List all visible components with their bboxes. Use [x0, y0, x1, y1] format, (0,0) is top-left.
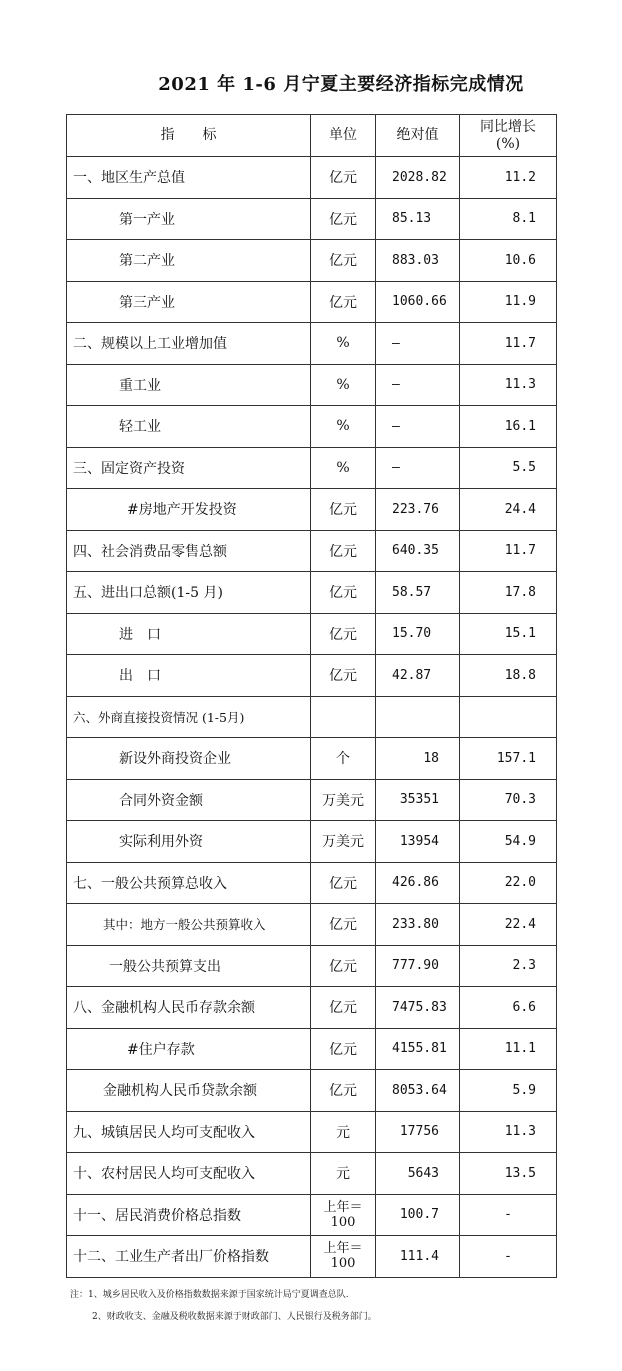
row-growth: 11.2: [460, 157, 557, 199]
row-growth: 70.3: [460, 779, 557, 821]
row-growth: 16.1: [460, 406, 557, 448]
row-unit: 亿元: [311, 489, 376, 531]
table-row: [67, 904, 557, 946]
row-growth: 10.6: [460, 240, 557, 282]
row-absolute: 2028.82: [376, 157, 460, 199]
table-row: [67, 862, 557, 904]
row-name: 一般公共预算支出: [67, 945, 311, 987]
row-absolute: 777.90: [376, 945, 460, 987]
row-unit: 亿元: [311, 862, 376, 904]
row-name: 重工业: [67, 364, 311, 406]
row-unit: 上年＝ 100: [311, 1236, 376, 1278]
row-absolute: 426.86: [376, 862, 460, 904]
table-row: [67, 198, 557, 240]
table-row: [67, 945, 557, 987]
header-absolute: 绝对值: [376, 115, 460, 157]
row-name: 第一产业: [67, 198, 311, 240]
table-row: [67, 779, 557, 821]
page-title: 2021 年 1-6 月宁夏主要经济指标完成情况: [158, 74, 524, 95]
row-unit: 亿元: [311, 945, 376, 987]
row-name: 六、外商直接投资情况 (1-5月): [67, 696, 311, 738]
table-row: [67, 364, 557, 406]
row-name: 实际利用外资: [67, 821, 311, 863]
row-growth: 5.9: [460, 1070, 557, 1112]
row-absolute: 223.76: [376, 489, 460, 531]
row-absolute: —: [376, 406, 460, 448]
table-row: [67, 447, 557, 489]
row-unit: [311, 696, 376, 738]
table-row: [67, 1236, 557, 1278]
row-name: 新设外商投资企业: [67, 738, 311, 780]
row-name: 三、固定资产投资: [67, 447, 311, 489]
table-header-row: [67, 115, 557, 157]
table-row: [67, 323, 557, 365]
row-absolute: 18: [376, 738, 460, 780]
row-unit: %: [311, 406, 376, 448]
table-row: [67, 1194, 557, 1236]
header-growth: 同比增长 (%): [460, 115, 557, 157]
row-absolute: 15.70: [376, 613, 460, 655]
row-unit: 万美元: [311, 821, 376, 863]
table-row: [67, 489, 557, 531]
row-absolute: 13954: [376, 821, 460, 863]
row-absolute: 85.13: [376, 198, 460, 240]
table-row: [67, 572, 557, 614]
row-growth: 11.3: [460, 1111, 557, 1153]
footnote-2: 2、财政收支、金融及税收数据来源于财政部门、人民银行及税务部门。: [92, 1312, 377, 1322]
row-absolute: 100.7: [376, 1194, 460, 1236]
row-name: 轻工业: [67, 406, 311, 448]
row-absolute: 58.57: [376, 572, 460, 614]
row-name: #房地产开发投资: [67, 489, 311, 531]
header-unit: 单位: [311, 115, 376, 157]
row-unit: 个: [311, 738, 376, 780]
indicators-table: [66, 114, 557, 1278]
row-absolute: 111.4: [376, 1236, 460, 1278]
row-unit: 亿元: [311, 157, 376, 199]
row-unit: 亿元: [311, 987, 376, 1029]
row-name: 七、一般公共预算总收入: [67, 862, 311, 904]
row-growth: 2.3: [460, 945, 557, 987]
row-absolute: 17756: [376, 1111, 460, 1153]
row-unit: 元: [311, 1111, 376, 1153]
row-unit: %: [311, 364, 376, 406]
row-absolute: 8053.64: [376, 1070, 460, 1112]
row-absolute: 883.03: [376, 240, 460, 282]
row-name: 十、农村居民人均可支配收入: [67, 1153, 311, 1195]
table-row: [67, 281, 557, 323]
row-name: 进 口: [67, 613, 311, 655]
table-row: [67, 1153, 557, 1195]
row-growth: 11.7: [460, 323, 557, 365]
row-unit: 亿元: [311, 240, 376, 282]
table-row: [67, 1070, 557, 1112]
row-absolute: 5643: [376, 1153, 460, 1195]
row-growth: 18.8: [460, 655, 557, 697]
row-name: 一、地区生产总值: [67, 157, 311, 199]
table-row: [67, 613, 557, 655]
table-row: [67, 240, 557, 282]
table-row: [67, 1028, 557, 1070]
row-absolute: —: [376, 323, 460, 365]
row-absolute: 640.35: [376, 530, 460, 572]
row-name: 五、进出口总额(1-5 月): [67, 572, 311, 614]
row-growth: 157.1: [460, 738, 557, 780]
row-growth: [460, 696, 557, 738]
row-absolute: 1060.66: [376, 281, 460, 323]
table-row: [67, 157, 557, 199]
row-unit: 亿元: [311, 655, 376, 697]
row-growth: 6.6: [460, 987, 557, 1029]
row-name: 其中：地方一般公共预算收入: [67, 904, 311, 946]
row-unit: 亿元: [311, 572, 376, 614]
row-unit: 元: [311, 1153, 376, 1195]
row-unit: 上年＝ 100: [311, 1194, 376, 1236]
row-unit: 亿元: [311, 1070, 376, 1112]
row-name: 十二、工业生产者出厂价格指数: [67, 1236, 311, 1278]
row-unit: 亿元: [311, 904, 376, 946]
row-unit: %: [311, 447, 376, 489]
row-absolute: 42.87: [376, 655, 460, 697]
row-absolute: 233.80: [376, 904, 460, 946]
row-name: 十一、居民消费价格总指数: [67, 1194, 311, 1236]
table-row: [67, 987, 557, 1029]
row-unit: 亿元: [311, 613, 376, 655]
row-unit: 亿元: [311, 198, 376, 240]
row-absolute: 7475.83: [376, 987, 460, 1029]
row-name: 四、社会消费品零售总额: [67, 530, 311, 572]
row-growth: 11.9: [460, 281, 557, 323]
table-row: [67, 821, 557, 863]
row-growth: 5.5: [460, 447, 557, 489]
row-growth: 22.4: [460, 904, 557, 946]
row-absolute: —: [376, 364, 460, 406]
table-row: [67, 696, 557, 738]
row-absolute: 4155.81: [376, 1028, 460, 1070]
row-name: 第二产业: [67, 240, 311, 282]
row-growth: 8.1: [460, 198, 557, 240]
row-growth: 24.4: [460, 489, 557, 531]
row-name: 第三产业: [67, 281, 311, 323]
row-growth: 11.7: [460, 530, 557, 572]
row-unit: %: [311, 323, 376, 365]
row-growth: -: [460, 1194, 557, 1236]
footnote-1: 注：1、城乡居民收入及价格指数数据来源于国家统计局宁夏调查总队.: [70, 1290, 349, 1300]
row-growth: 13.5: [460, 1153, 557, 1195]
table-row: [67, 655, 557, 697]
table-row: [67, 530, 557, 572]
row-growth: 15.1: [460, 613, 557, 655]
row-growth: -: [460, 1236, 557, 1278]
row-growth: 11.3: [460, 364, 557, 406]
row-absolute: [376, 696, 460, 738]
row-name: 金融机构人民币贷款余额: [67, 1070, 311, 1112]
row-name: 二、规模以上工业增加值: [67, 323, 311, 365]
row-unit: 亿元: [311, 530, 376, 572]
row-absolute: 35351: [376, 779, 460, 821]
row-unit: 万美元: [311, 779, 376, 821]
row-name: 八、金融机构人民币存款余额: [67, 987, 311, 1029]
row-growth: 22.0: [460, 862, 557, 904]
table-row: [67, 406, 557, 448]
header-indicator: 指 标: [67, 115, 311, 157]
row-unit: 亿元: [311, 1028, 376, 1070]
row-name: #住户存款: [67, 1028, 311, 1070]
row-name: 出 口: [67, 655, 311, 697]
footnotes: [70, 1284, 377, 1328]
row-name: 合同外资金额: [67, 779, 311, 821]
table-row: [67, 1111, 557, 1153]
row-growth: 11.1: [460, 1028, 557, 1070]
row-name: 九、城镇居民人均可支配收入: [67, 1111, 311, 1153]
row-absolute: —: [376, 447, 460, 489]
table-row: [67, 738, 557, 780]
row-growth: 54.9: [460, 821, 557, 863]
row-unit: 亿元: [311, 281, 376, 323]
row-growth: 17.8: [460, 572, 557, 614]
